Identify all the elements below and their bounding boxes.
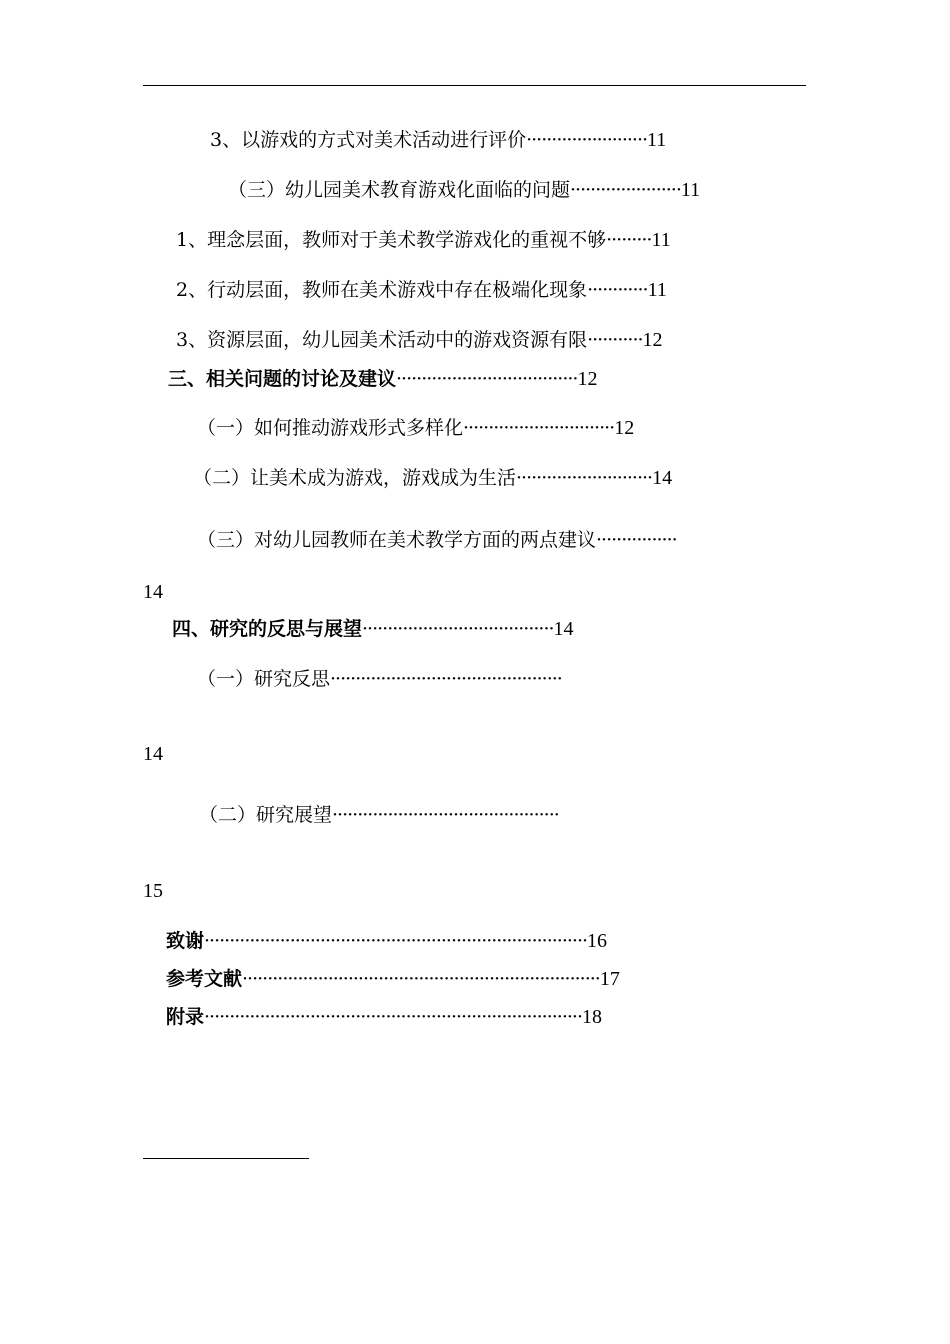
toc-page-number: 14 (652, 467, 673, 489)
toc-entry[interactable] (193, 466, 672, 490)
toc-entry[interactable] (197, 528, 677, 552)
toc-entry[interactable] (210, 128, 666, 152)
toc-section-entry[interactable] (172, 617, 574, 641)
toc-leader: ················ (596, 529, 677, 551)
toc-entry-text: （二）让美术成为游戏，游戏成为生活 (193, 467, 517, 489)
toc-entry-text: 2、行动层面，教师在美术游戏中存在极端化现象 (176, 279, 588, 301)
toc-leader: ··························· (516, 467, 653, 489)
toc-entry-text: （一）如何推动游戏形式多样化 (197, 417, 464, 439)
toc-entry-text: （一）研究反思 (197, 668, 331, 690)
toc-page-number: 11 (680, 179, 701, 201)
toc-entry-text: 四、研究的反思与展望 (172, 618, 363, 640)
toc-entry-text: 三、相关问题的讨论及建议 (168, 368, 397, 390)
toc-leader: ························ (526, 129, 648, 151)
toc-leader: ············ (587, 279, 648, 301)
toc-page-number: 11 (651, 229, 671, 251)
toc-entry-text: （三）幼儿园美术教育游戏化面临的问题 (228, 179, 571, 201)
toc-leader: ········· (606, 229, 652, 251)
toc-section-entry[interactable] (166, 967, 620, 991)
footnote-rule (143, 1158, 309, 1159)
toc-entry[interactable] (176, 278, 667, 302)
toc-page-number: 15 (143, 880, 163, 902)
toc-entry[interactable] (197, 416, 634, 440)
toc-page-number: 16 (587, 930, 608, 952)
toc-entry[interactable] (199, 803, 559, 827)
toc-page-number: 11 (647, 129, 667, 151)
toc-entry-text: 致谢 (166, 930, 205, 952)
toc-leader: ······················ (570, 179, 681, 201)
toc-page-number: 14 (143, 743, 163, 765)
toc-leader: ·············································· (330, 668, 562, 690)
toc-entry[interactable] (197, 667, 562, 691)
toc-section-entry[interactable] (166, 1005, 602, 1029)
toc-entry-text: 3、以游戏的方式对美术活动进行评价 (210, 129, 527, 151)
header-rule (143, 85, 806, 86)
toc-leader: ··········· (587, 329, 643, 351)
toc-page-number: 12 (577, 368, 598, 390)
toc-page-number: 17 (599, 968, 620, 990)
toc-leader: ······························ (463, 417, 615, 439)
toc-leader: ············································································ (204, 930, 588, 952)
toc-page-number: 12 (614, 417, 635, 439)
toc-entry[interactable] (176, 328, 663, 352)
toc-entry-text: 参考文献 (166, 968, 243, 990)
toc-entry[interactable] (228, 178, 700, 202)
toc-page-number: 11 (647, 279, 667, 301)
toc-page-number: 12 (642, 329, 663, 351)
toc-entry-text: 1、理念层面，教师对于美术教学游戏化的重视不够 (176, 229, 607, 251)
toc-page-number: 14 (553, 618, 574, 640)
toc-section-entry[interactable] (168, 367, 597, 391)
toc-entry[interactable] (176, 228, 671, 252)
toc-section-entry[interactable] (166, 929, 607, 953)
toc-page-number: 18 (581, 1006, 602, 1028)
toc-page-number: 14 (143, 581, 163, 603)
toc-leader: ··········································································· (204, 1006, 582, 1028)
toc-leader: ············································· (332, 804, 559, 826)
toc-entry-text: （三）对幼儿园教师在美术教学方面的两点建议 (197, 529, 597, 551)
toc-entry-text: 3、资源层面，幼儿园美术活动中的游戏资源有限 (176, 329, 588, 351)
toc-entry-text: 附录 (166, 1006, 205, 1028)
toc-leader: ······································································· (242, 968, 600, 990)
toc-entry-text: （二）研究展望 (199, 804, 333, 826)
toc-leader: ······································ (362, 618, 554, 640)
toc-leader: ···································· (396, 368, 578, 390)
